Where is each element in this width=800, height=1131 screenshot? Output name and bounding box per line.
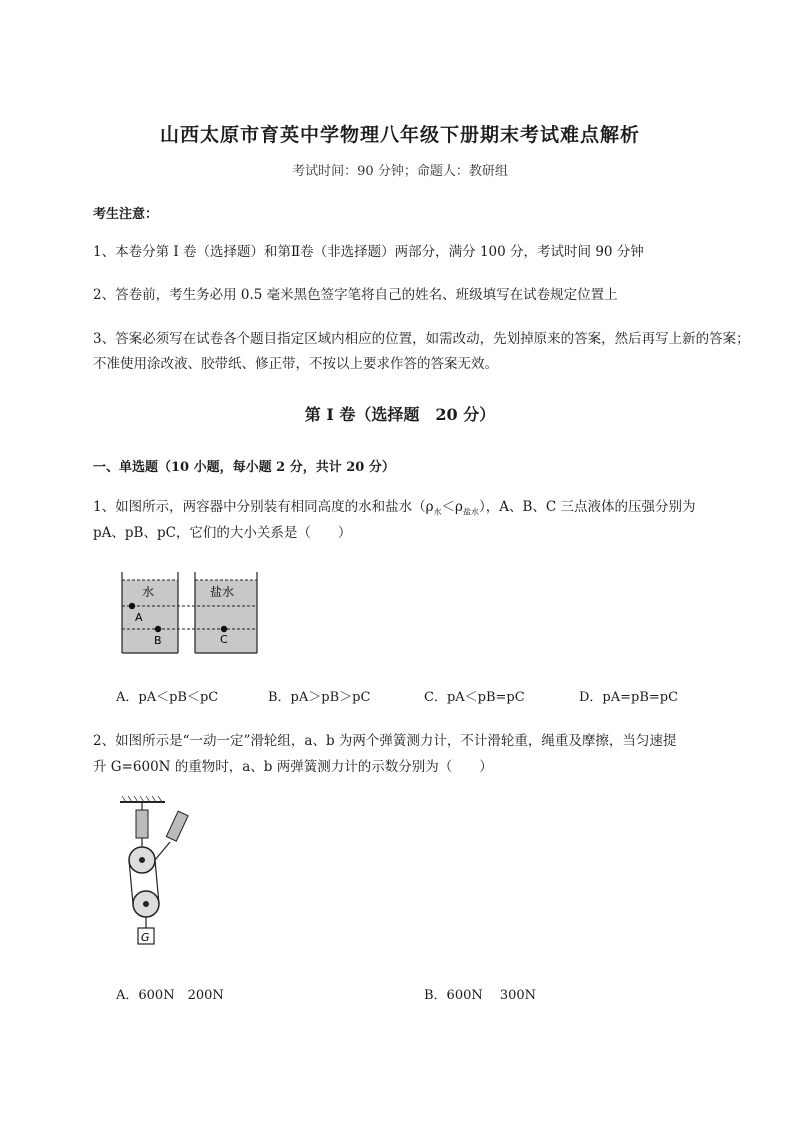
- label-salt-water: 盐水: [210, 585, 235, 599]
- group-heading: 一、单选题（10 小题，每小题 2 分，共计 20 分）: [93, 460, 395, 475]
- spring-scale-b: [166, 811, 188, 841]
- point-b-label: B: [154, 634, 162, 647]
- point-a-dot: [129, 603, 135, 609]
- point-a-label: A: [135, 611, 143, 624]
- question-1-line1-start: 1、如图所示，两容器中分别装有相同高度的水和盐水（ρ: [93, 499, 434, 515]
- q1-option-a[interactable]: A．pA＜pB＜pC: [116, 690, 219, 705]
- label-water: 水: [142, 585, 155, 599]
- pulley-figure: [110, 792, 200, 952]
- notice-item-3: 3、答案必须写在试卷各个题目指定区域内相应的位置，如需改动，先划掉原来的答案，然后再写上新的答案；不准使用涂改液、胶带纸、修正带，不按以上要求作答的答案无效。: [93, 331, 750, 372]
- point-c-dot: [221, 626, 227, 632]
- weight-label: G: [141, 931, 150, 944]
- subscript-salt-water: 盐水: [462, 507, 479, 517]
- spring-scale-a: [136, 810, 148, 838]
- exam-subtitle: 考试时间：90 分钟；命题人：教研组: [292, 164, 508, 179]
- subscript-water: 水: [433, 507, 442, 517]
- question-2-line1: 2、如图所示是“一动一定”滑轮组，a、b 为两个弹簧测力计，不计滑轮重，绳重及摩擦，当匀速提: [93, 733, 677, 749]
- less-than-rho: ＜ρ: [441, 499, 463, 515]
- question-1-line2: pA、pB、pC，它们的大小关系是（ ）: [93, 525, 352, 541]
- q1-option-c[interactable]: C．pA＜pB=pC: [424, 690, 525, 705]
- notice-item-1: 1、本卷分第 I 卷（选择题）和第Ⅱ卷（非选择题）两部分，满分 100 分，考试时间 90 分钟: [93, 244, 644, 260]
- q2-option-b[interactable]: B．600N 300N: [424, 988, 537, 1003]
- exam-title: 山西太原市育英中学物理八年级下册期末考试难点解析: [159, 124, 640, 146]
- question-2-line2: 升 G=600N 的重物时，a、b 两弹簧测力计的示数分别为（ ）: [93, 759, 493, 775]
- notice-item-2: 2、答卷前，考生务必用 0.5 毫米黑色签字笔将自己的姓名、班级填写在试卷规定位置上: [93, 287, 618, 303]
- notice-heading: 考生注意：: [93, 207, 159, 222]
- point-c-label: C: [220, 633, 228, 646]
- point-b-dot: [155, 626, 161, 632]
- q2-option-a[interactable]: A．600N 200N: [116, 988, 224, 1003]
- container-figure: [118, 568, 263, 658]
- section-title: 第 I 卷（选择题 20 分）: [304, 405, 496, 424]
- question-1-line1-end: ），A、B、C 三点液体的压强分别为: [478, 499, 696, 515]
- q1-option-b[interactable]: B．pA＞pB＞pC: [268, 690, 371, 705]
- q1-option-d[interactable]: D．pA=pB=pC: [579, 690, 679, 705]
